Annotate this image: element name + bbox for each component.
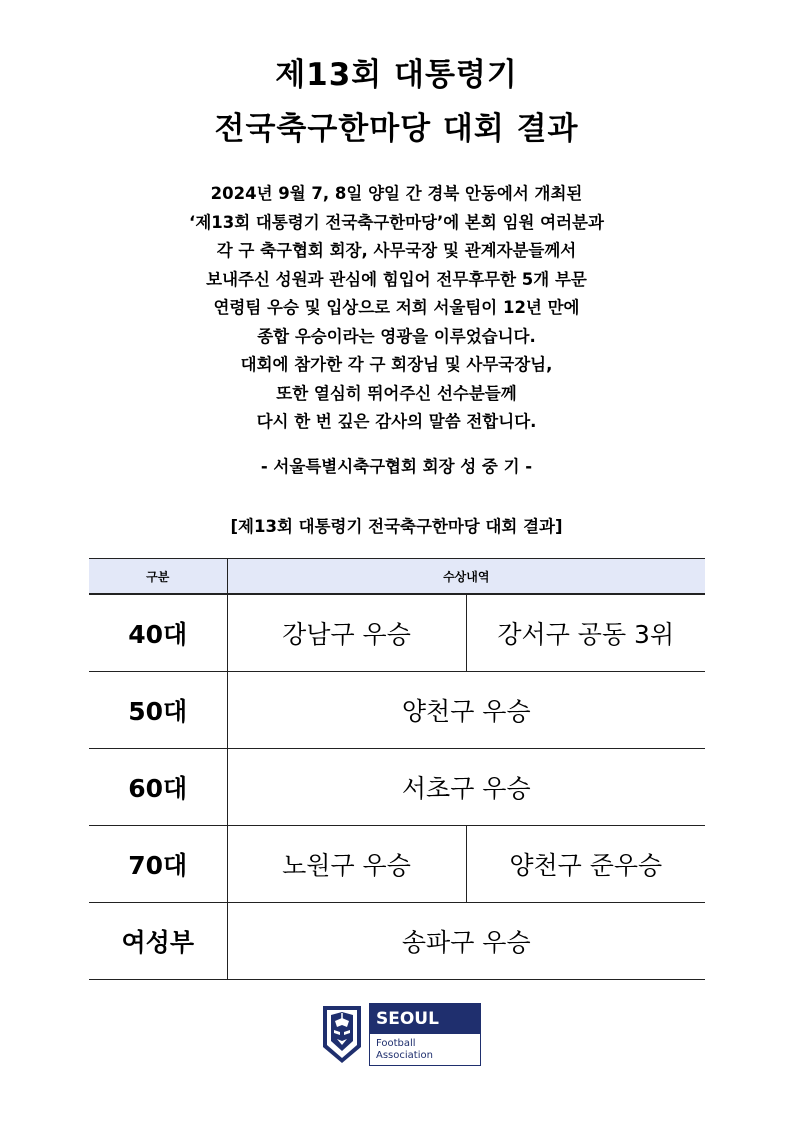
category-cell: 40대 bbox=[89, 594, 227, 672]
page-title-line1: 제13회 대통령기 bbox=[275, 57, 518, 93]
seoul-fa-logo bbox=[320, 1003, 482, 1066]
message-line: 2024년 9월 7, 8일 양일 간 경북 안동에서 개최된 bbox=[210, 184, 583, 203]
table-header-row bbox=[89, 559, 705, 595]
table-row bbox=[89, 903, 705, 980]
logo-wordmark bbox=[369, 1003, 481, 1066]
category-cell: 70대 bbox=[89, 826, 227, 903]
award-cell: 양천구 준우승 bbox=[466, 826, 705, 903]
logo-name: SEOUL bbox=[370, 1004, 480, 1034]
message-line: 다시 한 번 깊은 감사의 말씀 전합니다. bbox=[256, 412, 537, 431]
award-cell: 노원구 우승 bbox=[227, 826, 466, 903]
signature: - 서울특별시축구협회 회장 성 중 기 - bbox=[260, 457, 533, 476]
category-cell: 60대 bbox=[89, 749, 227, 826]
message-line: 보내주신 성원과 관심에 힘입어 전무후무한 5개 부문 bbox=[206, 269, 587, 289]
message-line: 연령팀 우승 및 입상으로 저희 서울팀이 12년 만에 bbox=[213, 298, 580, 317]
table-row bbox=[89, 826, 705, 903]
award-cell: 서초구 우승 bbox=[227, 749, 705, 826]
header-awards: 수상내역 bbox=[227, 559, 705, 595]
header-category: 구분 bbox=[89, 559, 227, 595]
table-title: [제13회 대통령기 전국축구한마당 대회 결과] bbox=[230, 517, 563, 536]
category-cell: 50대 bbox=[89, 672, 227, 749]
table-row bbox=[89, 672, 705, 749]
message-body bbox=[0, 180, 793, 437]
category-cell: 여성부 bbox=[89, 903, 227, 980]
logo-subtitle-line2: Association bbox=[376, 1050, 433, 1061]
award-cell: 강남구 우승 bbox=[227, 594, 466, 672]
message-line: 각 구 축구협회 회장, 사무국장 및 관계자분들께서 bbox=[216, 241, 577, 260]
table-row bbox=[89, 594, 705, 672]
logo-subtitle bbox=[376, 1038, 433, 1062]
message-line: ‘제13회 대통령기 전국축구한마당’에 본회 임원 여러분과 bbox=[189, 212, 604, 232]
message-line: 또한 열심히 뛰어주신 선수분들께 bbox=[276, 383, 517, 403]
award-cell: 양천구 우승 bbox=[227, 672, 705, 749]
tiger-shield-icon bbox=[320, 1003, 364, 1066]
logo-subtitle-line1: Football bbox=[376, 1038, 416, 1049]
page-title-line2: 전국축구한마당 대회 결과 bbox=[214, 111, 579, 147]
award-cell: 송파구 우승 bbox=[227, 903, 705, 980]
results-table-container bbox=[89, 558, 705, 980]
message-line: 대회에 참가한 각 구 회장님 및 사무국장님, bbox=[240, 355, 553, 374]
results-table bbox=[89, 558, 705, 980]
table-row bbox=[89, 749, 705, 826]
award-cell: 강서구 공동 3위 bbox=[466, 594, 705, 672]
message-line: 종합 우승이라는 영광을 이루었습니다. bbox=[257, 326, 536, 346]
